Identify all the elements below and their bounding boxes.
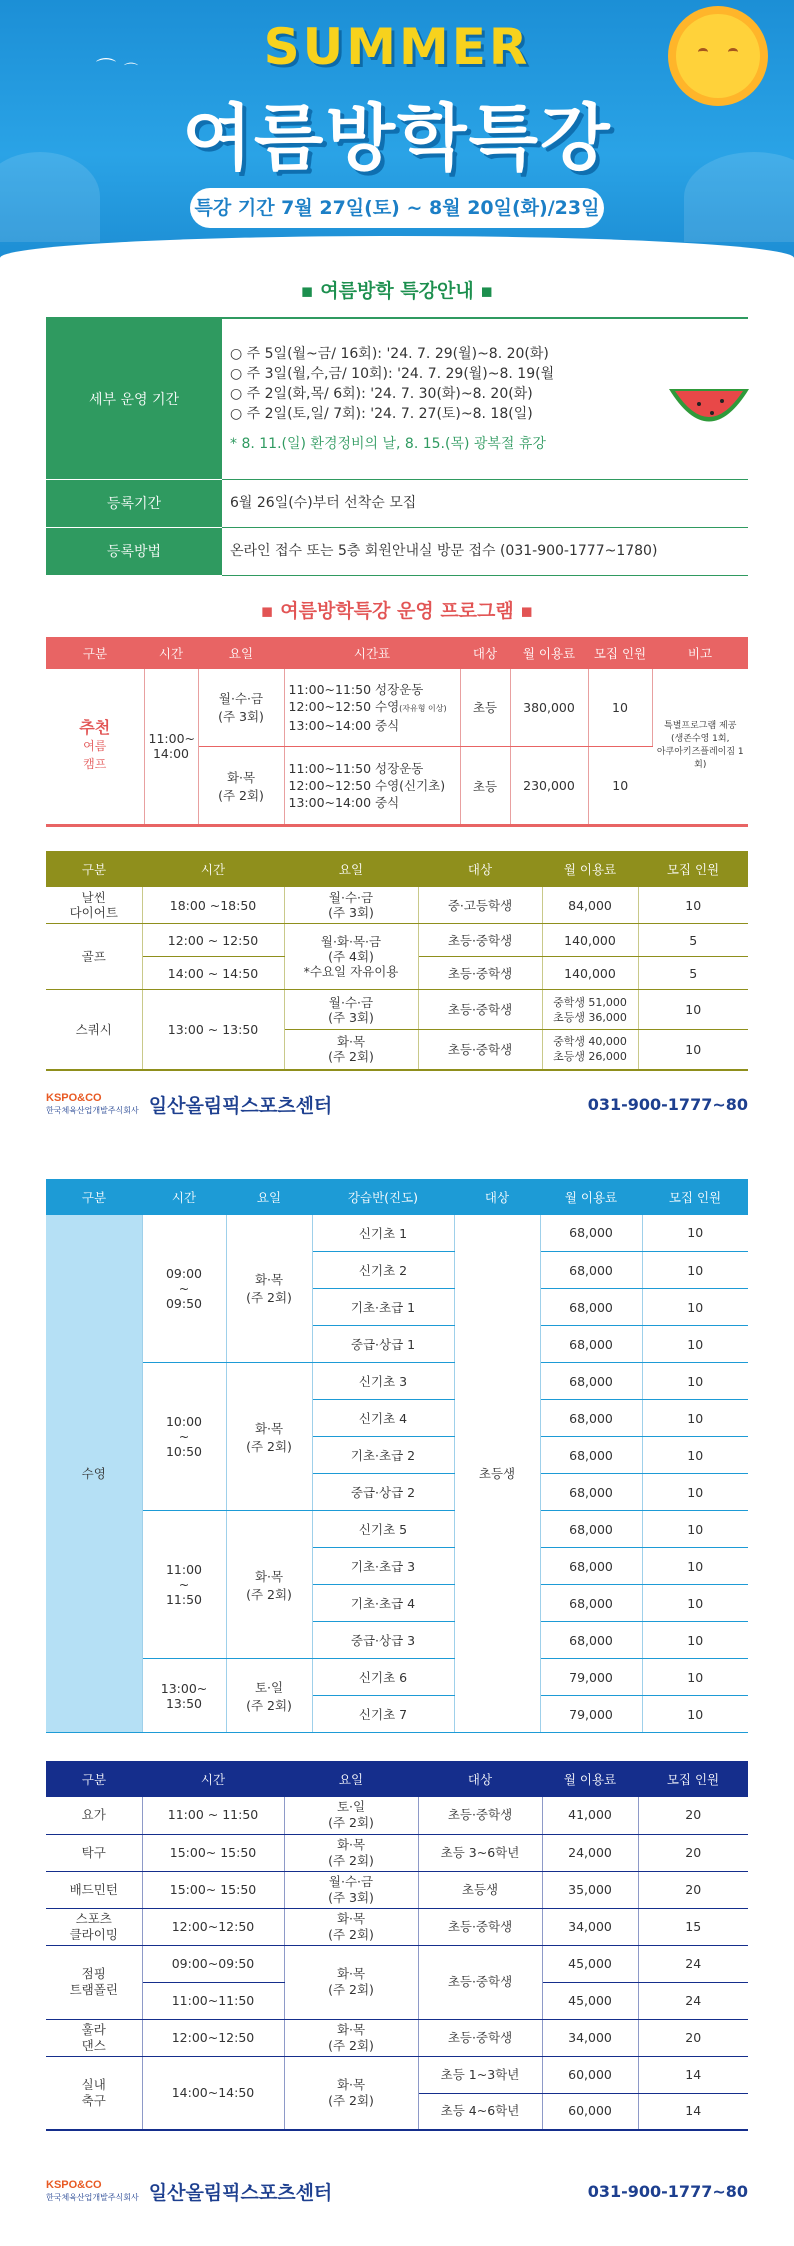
holiday-note: * 8. 11.(일) 환경정비의 날, 8. 15.(목) 광복절 휴강	[230, 435, 546, 452]
table-row: 13:00~ 13:50 토·일 (주 2회) 신기초 6 79,000 10	[46, 1659, 748, 1696]
camp-table: 구분 시간 요일 시간표 대상 월 이용료 모집 인원 비고 추천 여름 캠프 11:00~ 14:00 월·수·금 (주 3회) 11:00~11:50 성장운동 12:00~12:50 수영(자유형 이상) 13:00~14:00 중식 초등 380,000 10 특별프로그램 제공 (생존수영 1회, 아쿠아키즈플레이짐 1회) 화·목 (주 2회) 11:00~11:50 성장운동 12:00~12:50 수영(신기초) 13:00~14:00 중식 초등 230,000 10	[46, 637, 748, 826]
table-row: 훌라 댄스 12:00~12:50 화·목 (주 2회) 초등·중학생 34,000 20	[46, 2019, 748, 2056]
column-header: 대상	[460, 637, 510, 669]
info-table: 세부 운영 기간 ○ 주 5일(월~금/ 16회): '24. 7. 29(월)~8. 20(화) ○ 주 3일(월,수,금/ 10회): '24. 7. 29(월)~8. 19(월 ○ 주 2일(화,목/ 6회): '24. 7. 30(화)~8. 20(화) ○ 주 2일(토,일/ 7회): '24. 7. 27(토)~8. 18(일) * 8. 11.(일) 환경정비의 날, 8. 15.(목) 광복절 휴강 등록기간 6월 26일(수)부터 선착순 모집 등록방법 온라인 접수 또는 5층 회원안내실 방문 접수 (031-900-1777~1780)	[46, 317, 748, 576]
info-period-detail: ○ 주 5일(월~금/ 16회): '24. 7. 29(월)~8. 20(화) ○ 주 3일(월,수,금/ 10회): '24. 7. 29(월)~8. 19(월 ○ 주 2일(화,목/ 6회): '24. 7. 30(화)~8. 20(화) ○ 주 2일(토,일/ 7회): '24. 7. 27(토)~8. 18(일) * 8. 11.(일) 환경정비의 날, 8. 15.(목) 광복절 휴강	[222, 319, 748, 479]
table-row: 기초·초급 2 68,000 10	[46, 1437, 748, 1474]
table-row: 날씬 다이어트 18:00 ~18:50 월·수·금 (주 3회) 중·고등학생 84,000 10	[46, 887, 748, 924]
column-header: 요일	[284, 1761, 418, 1797]
table-row: 11:00 ~ 11:50 화·목 (주 2회) 신기초 5 68,000 10	[46, 1511, 748, 1548]
table-row: 중급·상급 2 68,000 10	[46, 1474, 748, 1511]
table-row: 신기초 7 79,000 10	[46, 1696, 748, 1733]
column-header: 모집 인원	[638, 851, 748, 887]
phone-number: 031-900-1777~80	[587, 2181, 748, 2201]
column-header: 시간	[142, 1761, 284, 1797]
table-row: 중급·상급 1 68,000 10	[46, 1326, 748, 1363]
seagull-icon: ⌒	[96, 56, 116, 80]
column-header: 월 이용료	[540, 1179, 642, 1215]
table-row: 신기초 4 68,000 10	[46, 1400, 748, 1437]
camp-category: 추천 여름 캠프	[46, 669, 144, 825]
table-row: 기초·초급 1 68,000 10	[46, 1289, 748, 1326]
table-row: 골프 12:00 ~ 12:50 월·화·목·금 (주 4회) *수요일 자유이용 초등·중학생 140,000 5	[46, 924, 748, 957]
sports-table	[46, 851, 748, 1071]
column-header: 시간	[142, 1179, 226, 1215]
table-row: 중급·상급 3 68,000 10	[46, 1622, 748, 1659]
table-row: 수영 09:00 ~ 09:50 화·목 (주 2회) 신기초 1 초등생 68,000 10	[46, 1215, 748, 1252]
watermelon-icon	[664, 379, 754, 439]
camp-schedule: 11:00~11:50 성장운동 12:00~12:50 수영(신기초) 13:00~14:00 중식	[284, 747, 460, 825]
summer-heading: SUMMER	[263, 18, 531, 76]
table-row: 초등 4~6학년 60,000 14	[46, 2093, 748, 2130]
table-row: 실내 축구 14:00~14:50 화·목 (주 2회) 초등 1~3학년 60,000 14	[46, 2056, 748, 2093]
camp-schedule: 11:00~11:50 성장운동 12:00~12:50 수영(자유형 이상) 13:00~14:00 중식	[284, 669, 460, 747]
table-row: 14:00 ~ 14:50 초등·중학생 140,000 5	[46, 957, 748, 990]
column-header: 대상	[454, 1179, 540, 1215]
table-row: 스쿼시 13:00 ~ 13:50 월·수·금 (주 3회) 초등·중학생 중학생 51,000 초등생 36,000 10	[46, 990, 748, 1030]
info-label: 세부 운영 기간	[46, 319, 222, 479]
info-section-title: ▪ 여름방학 특강안내 ▪	[300, 280, 494, 302]
table-row: 요가 11:00 ~ 11:50 토·일 (주 2회) 초등·중학생 41,000 20	[46, 1797, 748, 1834]
table-row: 신기초 2 68,000 10	[46, 1252, 748, 1289]
period-pill: 특강 기간 7월 27일(토) ~ 8월 20일(화)/23일	[190, 188, 604, 228]
column-header: 모집 인원	[638, 1761, 748, 1797]
column-header: 구분	[46, 637, 144, 669]
table-row: 기초·초급 3 68,000 10	[46, 1548, 748, 1585]
column-header: 대상	[418, 851, 542, 887]
seagull-icon: ⌒	[124, 63, 138, 79]
column-header: 월 이용료	[542, 1761, 638, 1797]
column-header: 모집 인원	[588, 637, 652, 669]
hero-banner	[0, 0, 794, 258]
page-title: 여름방학특강	[182, 96, 612, 180]
swim-category: 수영	[46, 1215, 142, 1733]
footer	[46, 2171, 748, 2211]
table-row: 탁구 15:00~ 15:50 화·목 (주 2회) 초등 3~6학년 24,000 20	[46, 1834, 748, 1871]
column-header: 시간	[142, 851, 284, 887]
wave-divider	[0, 236, 794, 258]
camp-note: 특별프로그램 제공 (생존수영 1회, 아쿠아키즈플레이짐 1회)	[652, 669, 748, 825]
column-header: 시간	[144, 637, 198, 669]
center-name: 일산올림픽스포츠센터	[148, 1095, 333, 1117]
column-header: 대상	[418, 1761, 542, 1797]
program-table-2	[46, 1761, 748, 2131]
column-header: 요일	[226, 1179, 312, 1215]
info-label: 등록기간	[46, 479, 222, 527]
table-row: 배드민턴 15:00~ 15:50 월·수·금 (주 3회) 초등생 35,000 20	[46, 1871, 748, 1908]
kspo-logo: KSPO&CO 한국체육산업개발주식회사	[46, 2178, 139, 2202]
column-header: 비고	[652, 637, 748, 669]
footer	[46, 1085, 748, 1125]
table-row: 화·목 (주 2회) 초등·중학생 중학생 40,000 초등생 26,000 10	[46, 1030, 748, 1070]
program-section-title: ▪ 여름방학특강 운영 프로그램 ▪	[260, 599, 534, 622]
column-header: 시간표	[284, 637, 460, 669]
table-row: 점핑 트램폴린 09:00~09:50 화·목 (주 2회) 초등·중학생 45,000 24	[46, 1945, 748, 1982]
column-header: 요일	[284, 851, 418, 887]
phone-number: 031-900-1777~80	[587, 1095, 748, 1114]
column-header: 월 이용료	[510, 637, 588, 669]
info-label: 등록방법	[46, 527, 222, 575]
center-name: 일산올림픽스포츠센터	[148, 2181, 333, 2204]
table-row: 10:00 ~ 10:50 화·목 (주 2회) 신기초 3 68,000 10	[46, 1363, 748, 1400]
column-header: 구분	[46, 851, 142, 887]
column-header: 강습반(진도)	[312, 1179, 454, 1215]
table-row: 기초·초급 4 68,000 10	[46, 1585, 748, 1622]
camp-name: 여름 캠프	[83, 739, 107, 772]
column-header: 구분	[46, 1761, 142, 1797]
kspo-logo: KSPO&CO 한국체육산업개발주식회사	[46, 1092, 139, 1115]
swim-table	[46, 1179, 748, 1734]
column-header: 구분	[46, 1179, 142, 1215]
column-header: 월 이용료	[542, 851, 638, 887]
sun-icon	[676, 14, 760, 98]
column-header: 모집 인원	[642, 1179, 748, 1215]
column-header: 요일	[198, 637, 284, 669]
table-row: 스포츠 클라이밍 12:00~12:50 화·목 (주 2회) 초등·중학생 34,000 15	[46, 1908, 748, 1945]
table-row: 11:00~11:50 45,000 24	[46, 1982, 748, 2019]
